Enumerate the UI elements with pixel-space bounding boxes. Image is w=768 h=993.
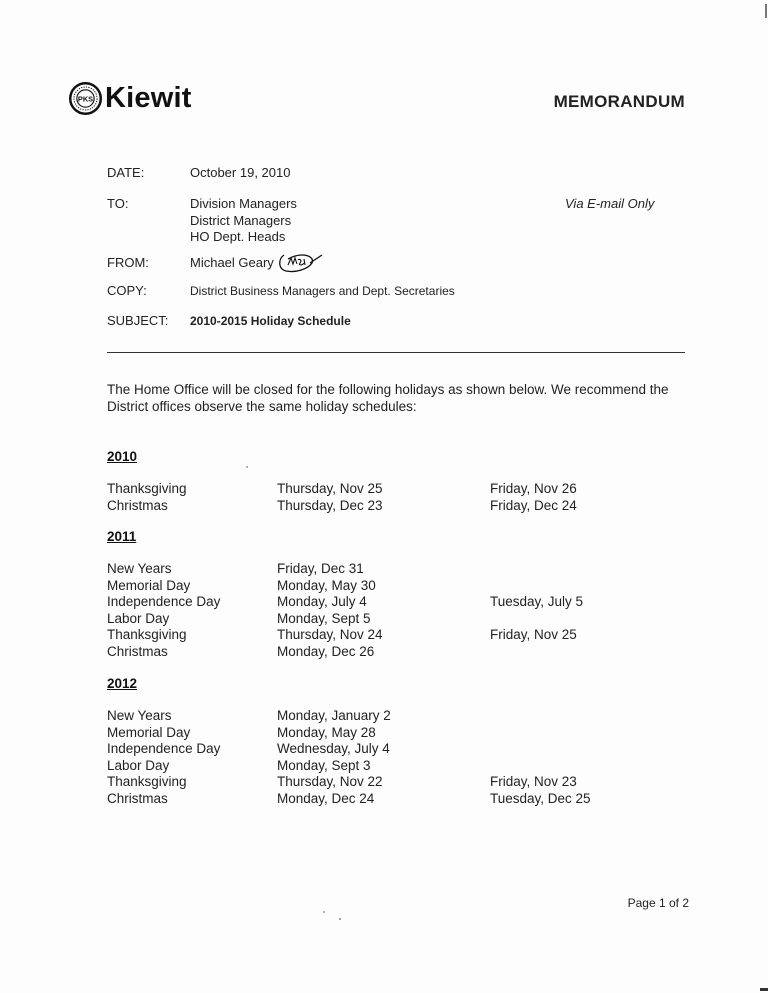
memo-title: MEMORANDUM: [553, 92, 685, 111]
recipient-line: Division Managers: [190, 196, 297, 211]
year-heading-2012: 2012: [107, 676, 138, 691]
via-email-note: Via E-mail Only: [565, 196, 655, 211]
holiday-extra-day: [490, 578, 583, 595]
holiday-date: Monday, May 30: [277, 577, 376, 593]
holiday-extra-day: [490, 644, 583, 661]
copy-label: COPY:: [107, 283, 147, 298]
holiday-date: Monday, Dec 26: [277, 643, 375, 659]
date-label: DATE:: [107, 165, 145, 180]
header-divider: [107, 352, 685, 353]
extra-day-column-2012: [490, 708, 591, 807]
logo-wordmark: Kiewit: [105, 82, 192, 114]
holiday-extra-day: [490, 561, 583, 578]
holiday-name: Independence Day: [107, 594, 221, 609]
holiday-name: Thanksgiving: [107, 481, 187, 496]
subject-value: 2010-2015 Holiday Schedule: [190, 314, 351, 328]
holiday-date: Thursday, Nov 25: [277, 481, 383, 496]
date-column-2010: [277, 481, 383, 514]
holiday-name: New Years: [107, 708, 172, 723]
year-heading-2010: 2010: [107, 449, 138, 464]
handwritten-initials-icon: [276, 249, 324, 275]
year-heading-2011: 2011: [107, 529, 137, 544]
copy-value: District Business Managers and Dept. Secretaries: [190, 284, 455, 298]
holiday-date: Monday, Dec 24: [277, 790, 375, 806]
holiday-date: Thursday, Dec 23: [277, 497, 383, 513]
holiday-name: Thanksgiving: [107, 627, 187, 642]
holiday-extra-day: [490, 611, 583, 628]
holiday-name: Thanksgiving: [107, 774, 187, 789]
subject-label: SUBJECT:: [107, 313, 169, 328]
holiday-date: Friday, Dec 31: [277, 561, 364, 576]
holiday-extra-day: [490, 725, 591, 742]
recipient-line: District Managers: [190, 212, 292, 228]
kiewit-seal-icon: [69, 82, 102, 115]
svg-text:PKS: PKS: [77, 94, 94, 104]
holiday-date: Monday, Sept 5: [277, 610, 371, 626]
holiday-date: Monday, Sept 3: [277, 757, 371, 773]
holiday-date: Thursday, Nov 24: [277, 627, 383, 642]
holiday-date: Thursday, Nov 22: [277, 774, 383, 789]
scan-speck: [323, 911, 325, 913]
holiday-name: Christmas: [107, 643, 168, 659]
holiday-name: Independence Day: [107, 741, 221, 756]
recipient-line: HO Dept. Heads: [190, 229, 286, 244]
extra-day-column-2011: [490, 561, 583, 660]
date-value: October 19, 2010: [190, 165, 291, 180]
holiday-column-2010: [107, 481, 187, 514]
to-recipients: [190, 196, 297, 246]
from-value: Michael Geary: [190, 255, 274, 270]
holiday-name: New Years: [107, 561, 172, 576]
to-label: TO:: [107, 196, 129, 211]
from-label: FROM:: [107, 255, 149, 270]
holiday-name: Christmas: [107, 790, 168, 806]
holiday-extra-day: Friday, Nov 25: [490, 627, 577, 642]
holiday-extra-day: Friday, Nov 26: [490, 481, 577, 496]
company-logo: [69, 82, 192, 115]
holiday-name: Labor Day: [107, 610, 170, 626]
holiday-column-2011: [107, 561, 220, 660]
holiday-extra-day: Tuesday, July 5: [490, 594, 584, 609]
page-number: Page 1 of 2: [627, 896, 689, 910]
holiday-name: Christmas: [107, 497, 168, 513]
scan-edge-mark: [760, 988, 768, 991]
holiday-date: Monday, May 28: [277, 724, 376, 740]
holiday-date: Wednesday, July 4: [277, 741, 390, 756]
intro-paragraph: The Home Office will be closed for the following holidays as shown below. We recommend the District offices observe the same holiday schedules:: [107, 382, 669, 414]
holiday-extra-day: [490, 741, 591, 758]
holiday-date: Monday, January 2: [277, 708, 391, 723]
scan-edge-mark: [765, 4, 767, 18]
holiday-extra-day: [490, 708, 591, 725]
holiday-extra-day: Friday, Dec 24: [490, 497, 577, 513]
holiday-date: Monday, July 4: [277, 594, 367, 609]
date-column-2012: [277, 708, 391, 807]
holiday-extra-day: Friday, Nov 23: [490, 774, 577, 789]
holiday-extra-day: Tuesday, Dec 25: [490, 790, 591, 806]
holiday-column-2012: [107, 708, 220, 807]
holiday-name: Labor Day: [107, 757, 170, 773]
holiday-name: Memorial Day: [107, 577, 191, 593]
extra-day-column-2010: [490, 481, 577, 514]
scan-speck: [339, 918, 341, 920]
date-column-2011: [277, 561, 383, 660]
holiday-name: Memorial Day: [107, 724, 191, 740]
holiday-extra-day: [490, 758, 591, 775]
scan-speck: [246, 466, 248, 468]
